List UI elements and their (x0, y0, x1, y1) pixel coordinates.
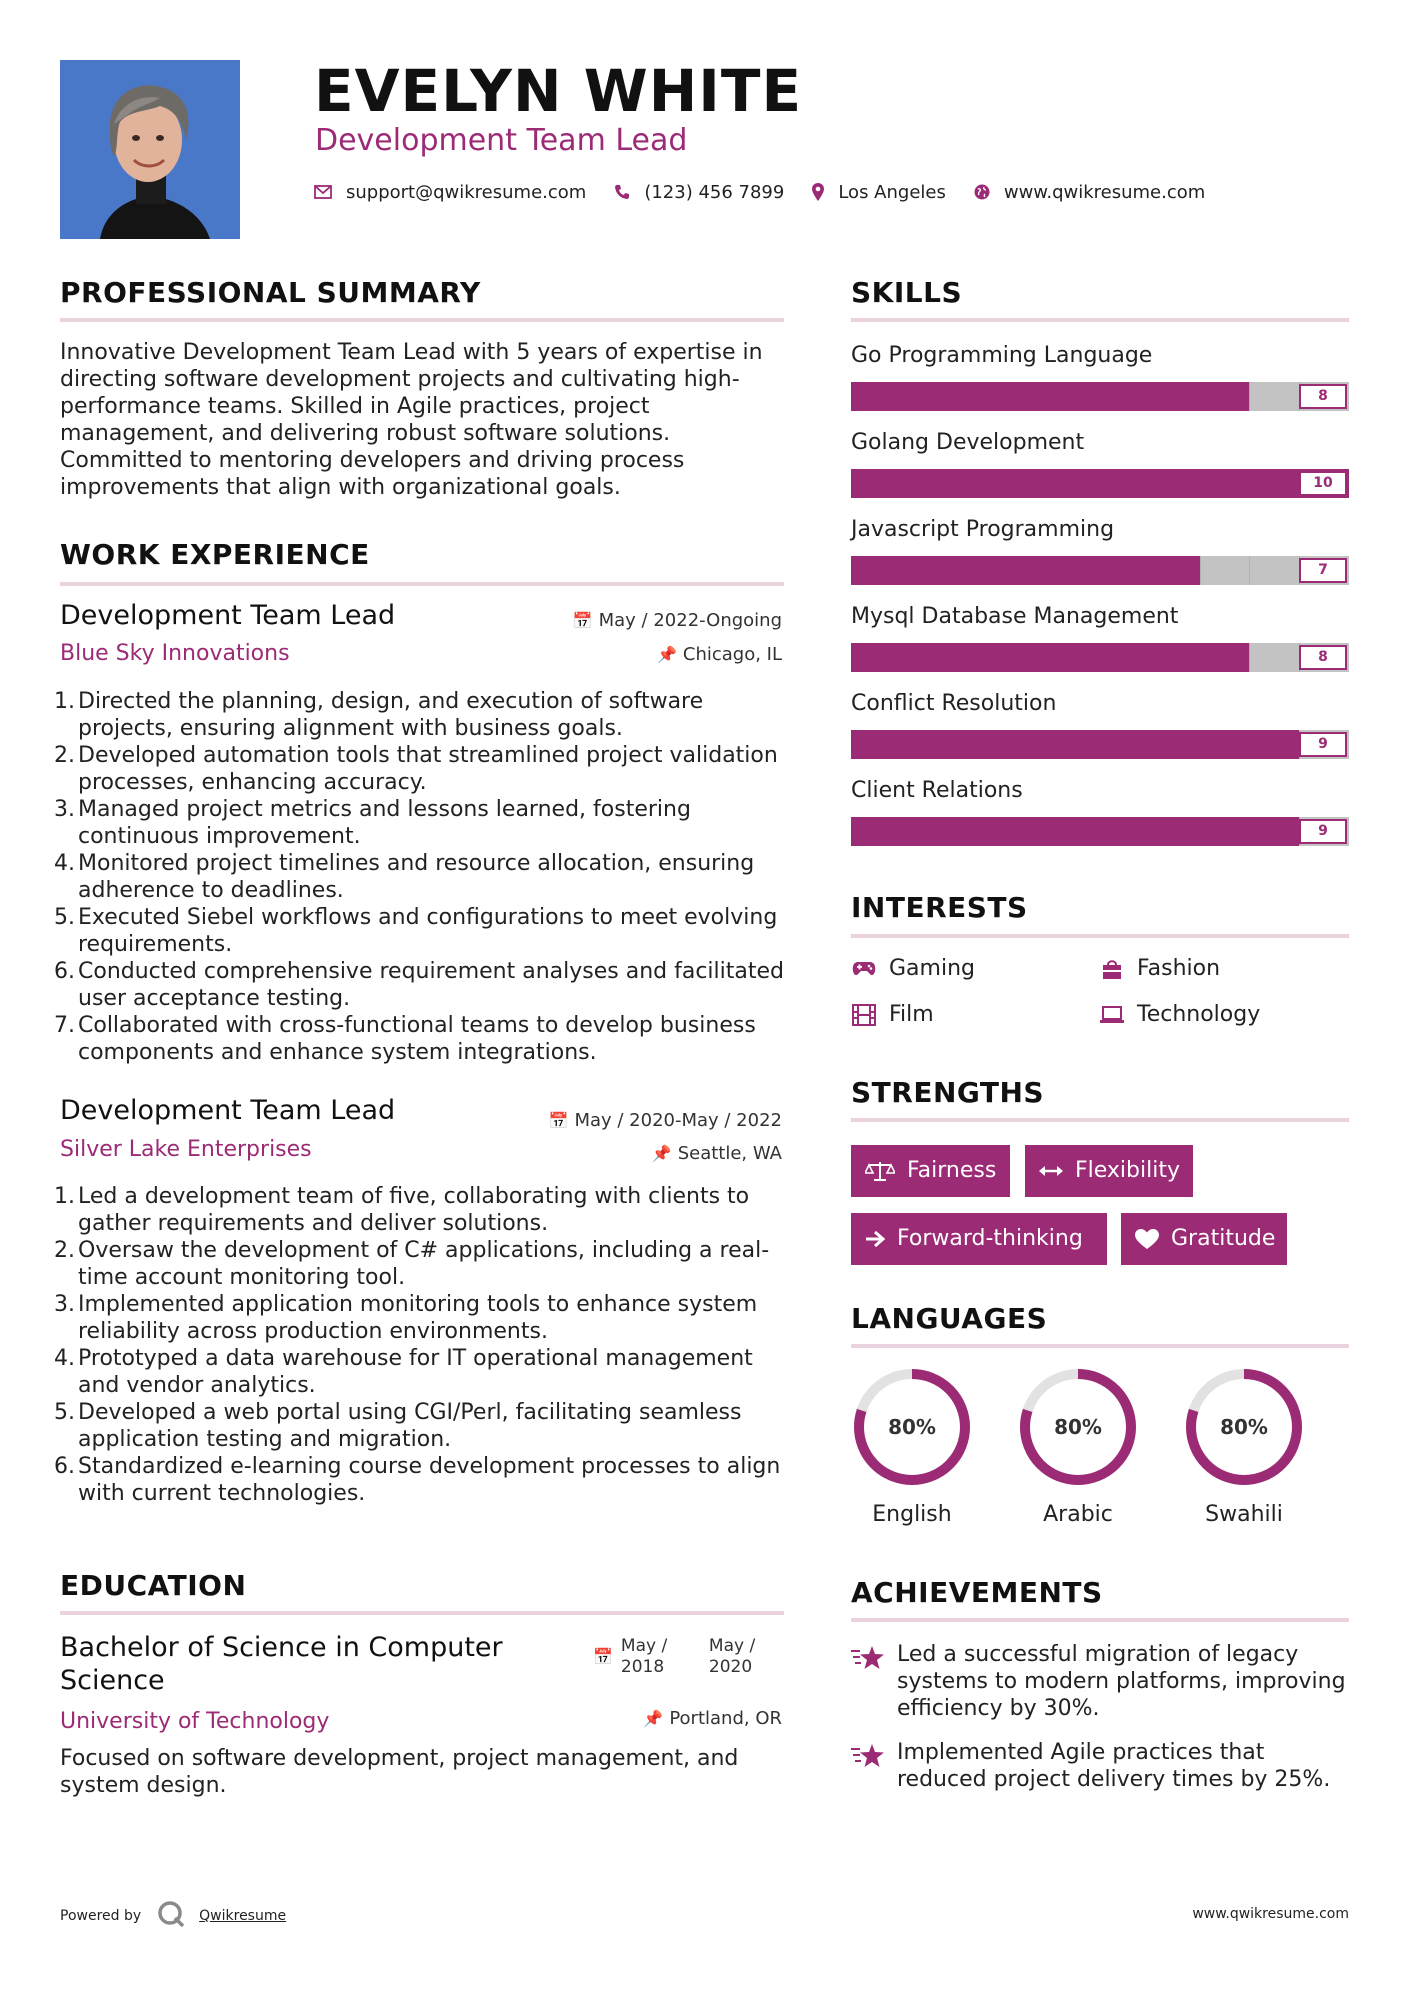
calendar-icon: 📅 (548, 1111, 569, 1130)
achievements-divider (851, 1618, 1349, 1622)
strength-chip-fairness: Fairness (851, 1145, 1010, 1197)
calendar-icon: 📅 (572, 611, 593, 630)
strengths-heading: STRENGTHS (851, 1076, 1045, 1109)
star-icon (851, 1739, 885, 1793)
pushpin-icon: 📌 (643, 1709, 664, 1728)
language-percent: 80% (1054, 1415, 1102, 1439)
list-item: 3. Managed project metrics and lessons learned, fostering continuous improvement. (54, 797, 691, 849)
education-description: Focused on software development, project management, and system design. (60, 1746, 739, 1798)
language-donut-chart (851, 1366, 973, 1488)
education-end-date: May / 2020 (708, 1636, 756, 1677)
job-company: Blue Sky Innovations (60, 641, 290, 666)
laptop-icon (1099, 1006, 1125, 1024)
strength-chip-flexibility: Flexibility (1025, 1145, 1193, 1197)
star-icon (851, 1641, 885, 1722)
language-donut (1183, 1366, 1305, 1488)
language-name: Arabic (1043, 1502, 1113, 1527)
list-item: 7. Collaborated with cross-functional teams to develop business components and enhance system integrations. (54, 1013, 756, 1065)
skill-bar-fill (851, 643, 1249, 672)
interest-item-technology: Technology (1099, 1001, 1260, 1029)
skill-bar (851, 643, 1349, 672)
skill-name: Javascript Programming (851, 517, 1115, 542)
interest-item-gaming: Gaming (851, 955, 975, 983)
balance-scale-icon (865, 1160, 895, 1182)
strength-chip-forward-thinking: Forward-thinking (851, 1213, 1107, 1265)
skill-score: 9 (1299, 819, 1347, 844)
list-item: 6. Conducted comprehensive requirement analyses and facilitated user acceptance testing. (54, 959, 784, 1011)
education-heading: EDUCATION (60, 1569, 247, 1602)
list-item: 2. Oversaw the development of C# applications, including a real-time account monitoring tool. (54, 1238, 770, 1290)
skill-bar (851, 556, 1349, 585)
calendar-icon: 📅 (593, 1647, 613, 1666)
education-start-date: May / 2018 (620, 1636, 668, 1677)
heart-icon (1135, 1229, 1159, 1250)
skill-score: 10 (1299, 471, 1347, 496)
contact-bar (314, 178, 1233, 206)
languages-divider (851, 1344, 1349, 1348)
job-location: 📌 Chicago, IL (656, 644, 782, 665)
job-location: 📌 Seattle, WA (651, 1143, 782, 1164)
footer-website[interactable]: www.qwikresume.com (1192, 1906, 1349, 1922)
interests-heading: INTERESTS (851, 891, 1028, 924)
language-name: English (872, 1502, 952, 1527)
list-item: 1. Directed the planning, design, and execution of software projects, ensuring alignment with business goals. (54, 689, 704, 741)
experience-heading: WORK EXPERIENCE (60, 538, 370, 571)
language-donut (1017, 1366, 1139, 1488)
education-school: University of Technology (60, 1709, 330, 1734)
skill-bar-fill (851, 382, 1249, 411)
language-donut-chart (1183, 1366, 1305, 1488)
skill-name: Conflict Resolution (851, 691, 1057, 716)
list-item: 5. Developed a web portal using CGI/Perl, facilitating seamless application testing and migration. (54, 1400, 742, 1452)
skill-score: 8 (1299, 645, 1347, 670)
language-name: Swahili (1205, 1502, 1283, 1527)
globe-icon (974, 184, 990, 200)
footer-powered-by (60, 1900, 286, 1932)
list-item: 1. Led a development team of five, collaborating with clients to gather requirements and deliver solutions. (54, 1184, 750, 1236)
powered-by-label: Powered by (60, 1908, 142, 1924)
job-title: Development Team Lead (60, 600, 396, 631)
skill-bar (851, 730, 1349, 759)
contact-location: Los Angeles (838, 181, 946, 203)
skill-bar-fill (851, 469, 1349, 498)
education-degree: Bachelor of Science in Computer Science (60, 1632, 503, 1696)
skill-bar (851, 469, 1349, 498)
skill-name: Go Programming Language (851, 343, 1153, 368)
film-icon (851, 1004, 877, 1026)
job-date: 📅 May / 2020-May / 2022 (548, 1110, 782, 1131)
summary-text: Innovative Development Team Lead with 5 years of expertise in directing software development projects and cultivating high-performance teams. Skilled in Agile practices, project management, and delivering robust software solutions. Committed to mentoring developers and driving process improvements that align with organizational goals. (60, 340, 763, 500)
job-company: Silver Lake Enterprises (60, 1137, 312, 1162)
job-title: Development Team Lead (60, 1095, 396, 1126)
summary-divider (60, 318, 784, 322)
achievements-heading: ACHIEVEMENTS (851, 1576, 1103, 1609)
language-donut-chart (1017, 1366, 1139, 1488)
language-percent: 80% (1220, 1415, 1268, 1439)
interest-item-fashion: Fashion (1099, 955, 1220, 983)
skill-bar-fill (851, 730, 1299, 759)
pushpin-icon: 📌 (656, 645, 677, 664)
skill-name: Client Relations (851, 778, 1023, 803)
skill-score: 8 (1299, 384, 1347, 409)
education-divider (60, 1611, 784, 1615)
list-item: 6. Standardized e-learning course development processes to align with current technologies. (54, 1454, 781, 1506)
strength-chip-gratitude: Gratitude (1121, 1213, 1287, 1265)
skill-bar-segment (1249, 556, 1250, 585)
candidate-title: Development Team Lead (315, 123, 688, 158)
skill-score: 9 (1299, 732, 1347, 757)
job-date: 📅 May / 2022-Ongoing (572, 610, 782, 631)
arrow-right-icon (865, 1230, 885, 1248)
skill-name: Golang Development (851, 430, 1085, 455)
profile-photo (60, 60, 240, 239)
skill-bar (851, 817, 1349, 846)
achievement-item: Led a successful migration of legacy systems to modern platforms, improving efficiency by 30%. (851, 1641, 1351, 1722)
education-dates (593, 1636, 779, 1678)
pushpin-icon: 📌 (651, 1144, 672, 1163)
skill-bar-segment (1200, 556, 1201, 585)
list-item: 4. Prototyped a data warehouse for IT operational management and vendor analytics. (54, 1346, 753, 1398)
job-duties-list (54, 688, 800, 1066)
languages-heading: LANGUAGES (851, 1302, 1048, 1335)
list-item: 3. Implemented application monitoring tools to enhance system reliability across production environments. (54, 1292, 758, 1344)
contact-phone[interactable]: (123) 456 7899 (644, 181, 785, 203)
qwikresume-logo-icon (157, 1900, 185, 1932)
list-item: 5. Executed Siebel workflows and configurations to meet evolving requirements. (54, 905, 778, 957)
envelope-icon (314, 185, 332, 199)
skills-heading: SKILLS (851, 276, 963, 309)
education-location: 📌 Portland, OR (643, 1708, 782, 1729)
qwikresume-link[interactable]: Qwikresume (199, 1908, 287, 1924)
arrows-horizontal-icon (1039, 1164, 1063, 1178)
summary-heading: PROFESSIONAL SUMMARY (60, 276, 481, 309)
skill-name: Mysql Database Management (851, 604, 1179, 629)
language-percent: 80% (888, 1415, 936, 1439)
portrait-image (60, 60, 240, 239)
gamepad-icon (851, 961, 877, 977)
strengths-divider (851, 1118, 1349, 1122)
job-duties-list (54, 1183, 800, 1507)
shopping-bag-icon (1099, 958, 1125, 980)
interest-item-film: Film (851, 1001, 934, 1029)
skills-divider (851, 318, 1349, 322)
map-pin-icon (812, 183, 824, 201)
experience-divider (60, 582, 784, 586)
language-donut (851, 1366, 973, 1488)
list-item: 2. Developed automation tools that streamlined project validation processes, enhancing accuracy. (54, 743, 778, 795)
contact-email[interactable]: support@qwikresume.com (346, 181, 587, 203)
skill-bar-fill (851, 556, 1200, 585)
skill-bar (851, 382, 1349, 411)
interests-divider (851, 934, 1349, 938)
phone-icon (614, 184, 630, 200)
contact-website[interactable]: www.qwikresume.com (1003, 181, 1206, 203)
list-item: 4. Monitored project timelines and resource allocation, ensuring adherence to deadlines. (54, 851, 755, 903)
skill-score: 7 (1299, 558, 1347, 583)
achievement-item: Implemented Agile practices that reduced project delivery times by 25%. (851, 1739, 1351, 1793)
candidate-name: EVELYN WHITE (314, 57, 803, 125)
skill-bar-fill (851, 817, 1299, 846)
